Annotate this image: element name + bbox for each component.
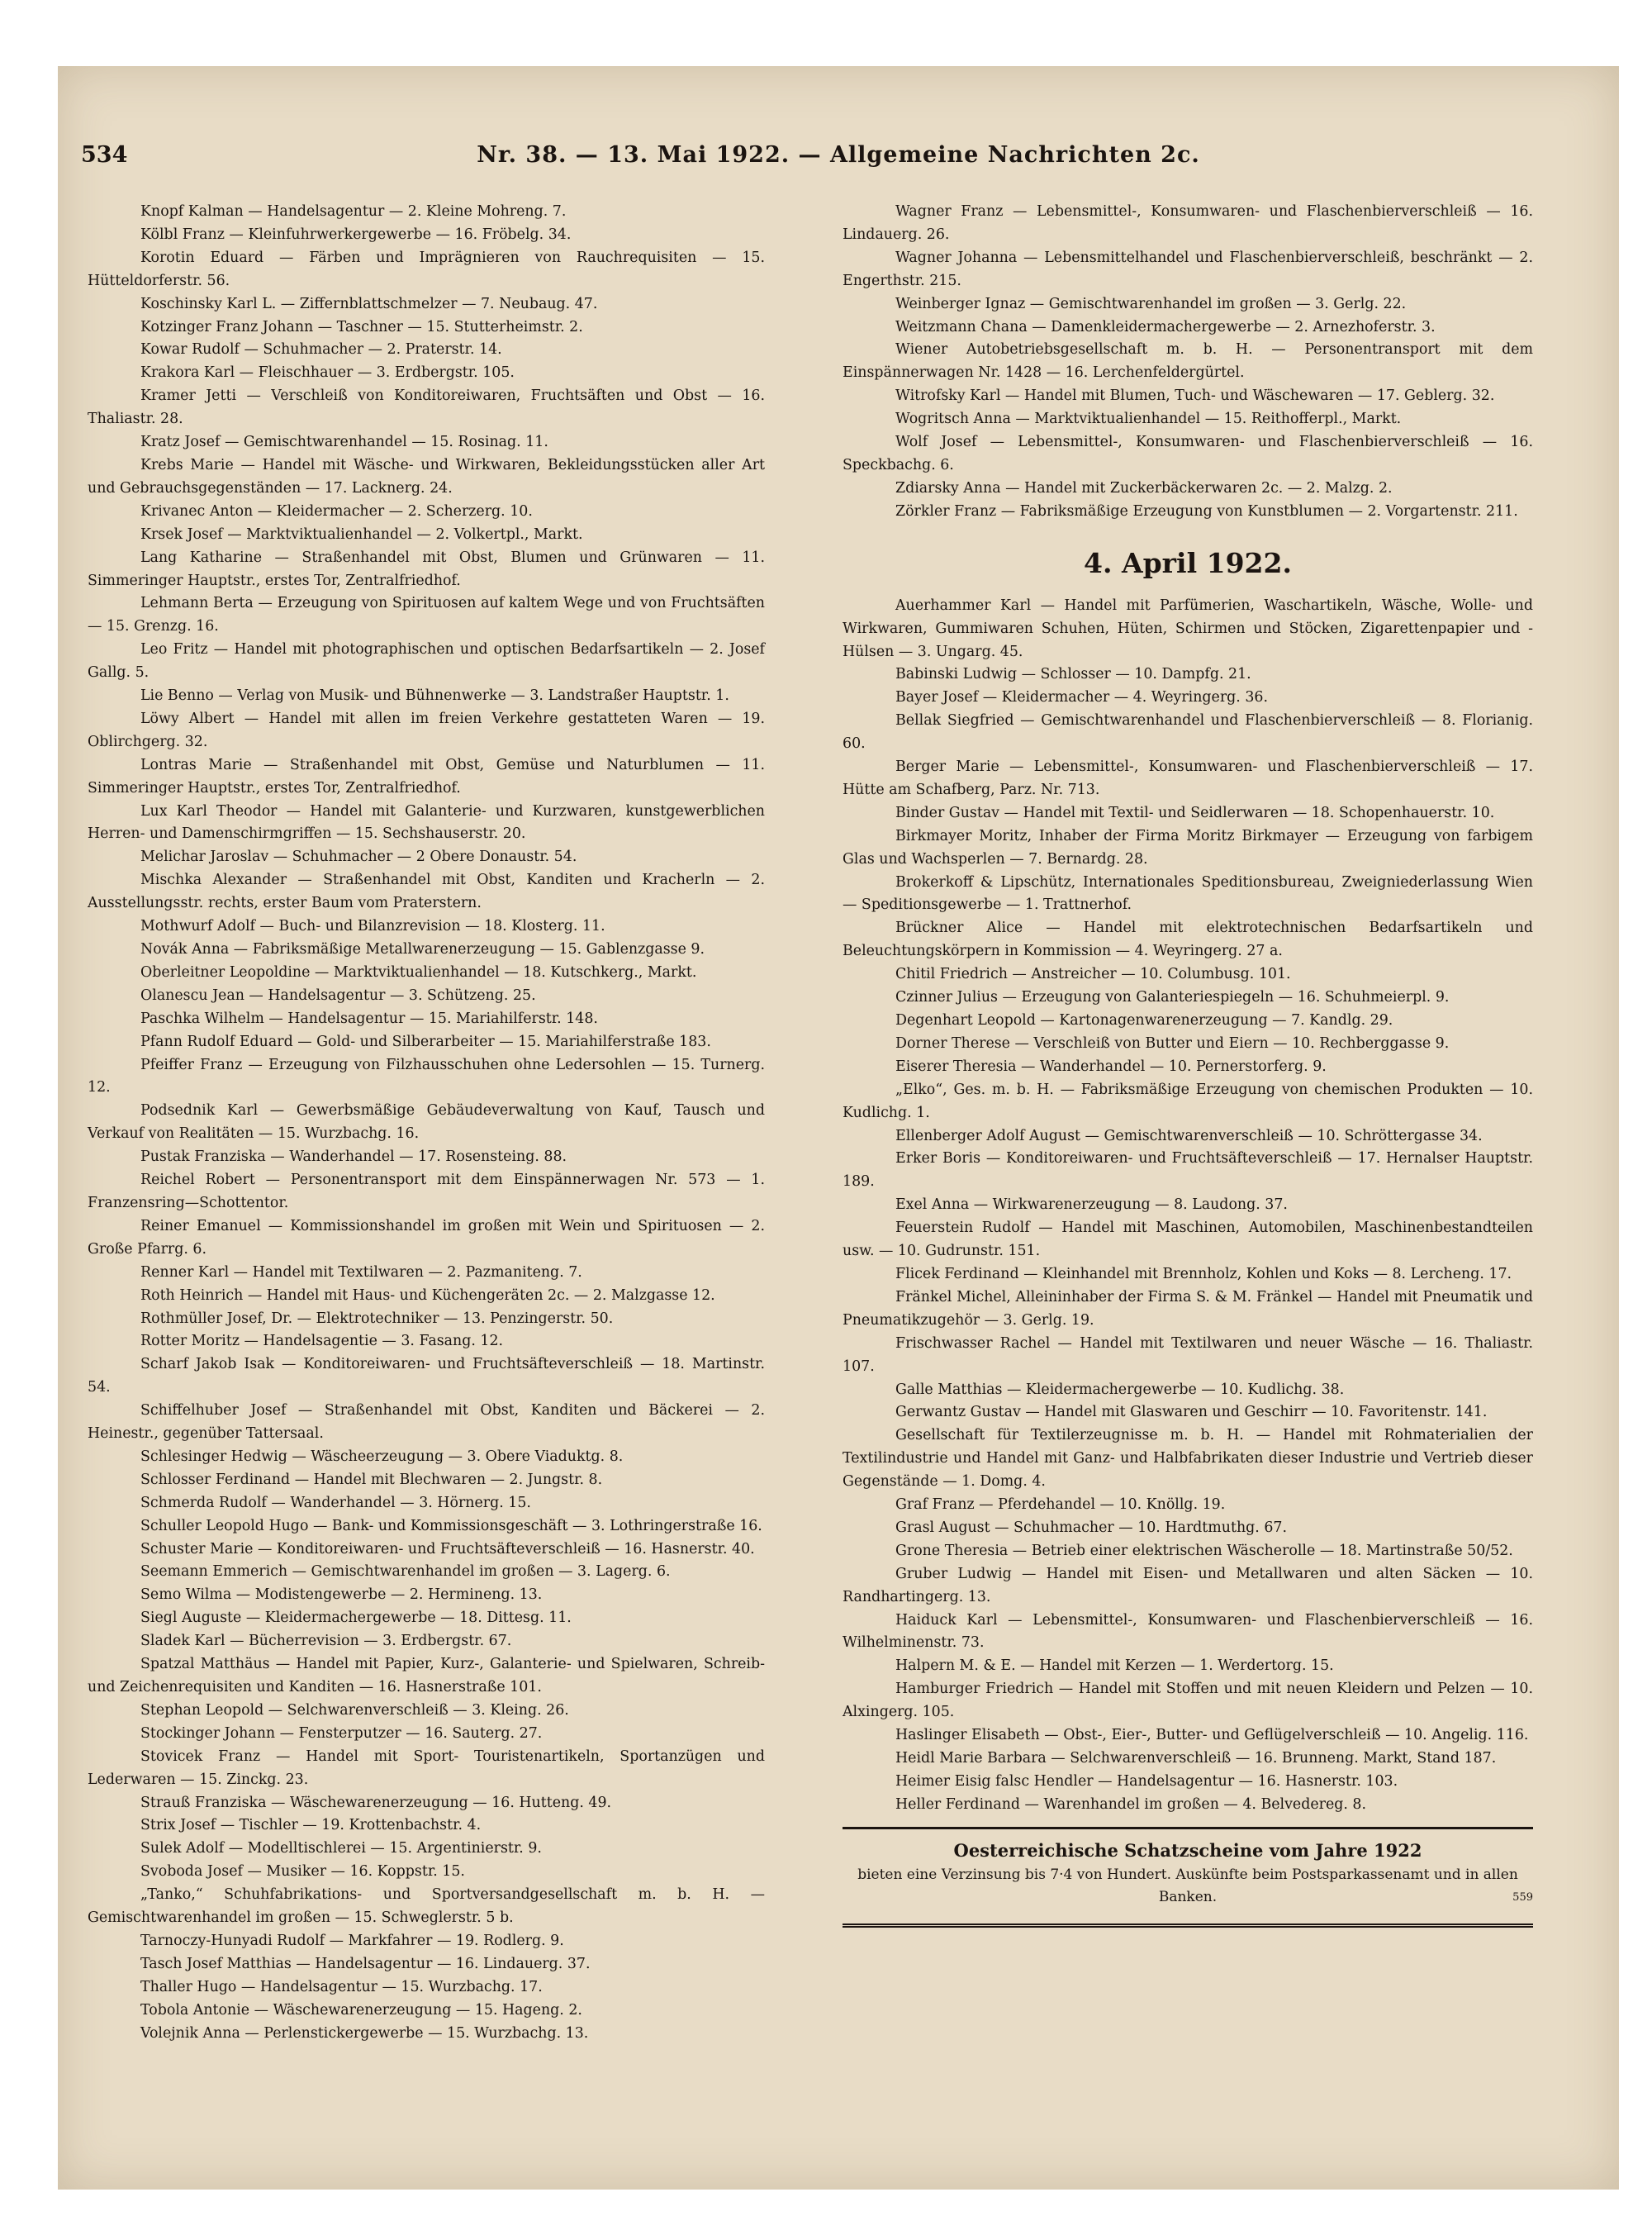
registry-entry: Stockinger Johann — Fensterputzer — 16. Sauterg. 27. (140, 1724, 543, 1742)
registry-entry: Eiserer Theresia — Wanderhandel — 10. Pernerstorferg. 9. (895, 1058, 1327, 1075)
registry-entry: Chitil Friedrich — Anstreicher — 10. Columbusg. 101. (895, 966, 1291, 983)
registry-entry: Stovicek Franz — Handel mit Sport- Touristenartikeln, Sportanzügen und Lederwaren — 15. Zinckg. 23. (88, 1748, 765, 1788)
registry-entry: Zdiarsky Anna — Handel mit Zuckerbäckerwaren 2c. — 2. Malzg. 2. (895, 479, 1393, 497)
registry-entry: Zörkler Franz — Fabriksmäßige Erzeugung von Kunstblumen — 2. Vorgartenstr. 211. (895, 502, 1518, 520)
registry-entry: Ellenberger Adolf August — Gemischtwarenverschleiß — 10. Schröttergasse 34. (895, 1127, 1483, 1144)
registry-entry: „Elko“, Ges. m. b. H. — Fabriksmäßige Erzeugung von chemischen Produkten — 10. Kudlichg. 1. (843, 1081, 1533, 1121)
registry-entry: Strauß Franziska — Wäschewarenerzeugung — 16. Hutteng. 49. (140, 1794, 612, 1811)
registry-entry: Krivanec Anton — Kleidermacher — 2. Scherzerg. 10. (140, 502, 533, 520)
registry-entry: Kowar Rudolf — Schuhmacher — 2. Praterstr. 14. (140, 341, 502, 359)
notice-code: 559 (1512, 1890, 1533, 1904)
registry-entry: Dorner Therese — Verschleiß von Butter und Eiern — 10. Rechberggasse 9. (895, 1034, 1450, 1052)
registry-entry: Paschka Wilhelm — Handelsagentur — 15. Mariahilferstr. 148. (140, 1010, 598, 1027)
registry-entry: Binder Gustav — Handel mit Textil- und Seidlerwaren — 18. Schopenhauerstr. 10. (895, 804, 1495, 821)
registry-entry: Schlesinger Hedwig — Wäscheerzeugung — 3. Obere Viaduktg. 8. (140, 1448, 624, 1465)
registry-entry: Leo Fritz — Handel mit photographischen und optischen Bedarfsartikeln — 2. Josef Gallg. 5. (88, 641, 765, 682)
registry-entry: Reiner Emanuel — Kommissionshandel im großen mit Wein und Spirituosen — 2. Große Pfarrg. 6. (88, 1217, 765, 1258)
registry-entry: Heidl Marie Barbara — Selchwarenverschleiß — 16. Brunneng. Markt, Stand 187. (895, 1750, 1497, 1767)
registry-entry: Wagner Franz — Lebensmittel-, Konsumwaren- und Flaschenbierverschleiß — 16. Lindauerg. 26. (843, 203, 1533, 243)
newspaper-page (58, 66, 1619, 2190)
registry-entry: Siegl Auguste — Kleidermachergewerbe — 18. Dittesg. 11. (140, 1610, 572, 1627)
registry-entry: Schmerda Rudolf — Wanderhandel — 3. Hörnerg. 15. (140, 1494, 531, 1511)
registry-entry: Bellak Siegfried — Gemischtwarenhandel und Flaschenbierverschleiß — 8. Florianig. 60. (843, 712, 1533, 753)
registry-entry: Knopf Kalman — Handelsagentur — 2. Kleine Mohreng. 7. (140, 203, 567, 220)
registry-entry: Grone Theresia — Betrieb einer elektrischen Wäscherolle — 18. Martinstraße 50/52. (895, 1542, 1513, 1559)
left-column (88, 201, 765, 2046)
page-number: 534 (81, 142, 128, 168)
registry-entry: Heimer Eisig falsc Hendler — Handelsagentur — 16. Hasnerstr. 103. (895, 1772, 1398, 1790)
registry-entry: Schuller Leopold Hugo — Bank- und Kommissionsgeschäft — 3. Lothringerstraße 16. (140, 1517, 762, 1534)
registry-entry: Tasch Josef Matthias — Handelsagentur — 16. Lindauerg. 37. (140, 1955, 591, 1972)
registry-entry: Melichar Jaroslav — Schuhmacher — 2 Obere Donaustr. 54. (140, 849, 577, 866)
registry-entry: Löwy Albert — Handel mit allen im freien Verkehre gestatteten Waren — 19. Oblirchgerg. 32. (88, 710, 765, 750)
registry-entry: Erker Boris — Konditoreiwaren- und Fruchtsäfteverschleiß — 17. Hernalser Hauptstr. 189. (843, 1150, 1533, 1191)
registry-entry: Gesellschaft für Textilerzeugnisse m. b. H. — Handel mit Rohmaterialien der Textilindustrie und Handel mit Ganz- und Halbfabrikaten dieser Industrie und Vertrieb dieser Gegenstände — 1. Domg. 4. (843, 1427, 1533, 1491)
registry-entry: Lux Karl Theodor — Handel mit Galanterie- und Kurzwaren, kunstgewerblichen Herren- und Damenschirmgriffen — 15. Sechshauserstr. 20. (88, 802, 765, 843)
registry-entry: Bayer Josef — Kleidermacher — 4. Weyringerg. 36. (895, 689, 1268, 706)
registry-entry: Scharf Jakob Isak — Konditoreiwaren- und Fruchtsäfteverschleiß — 18. Martinstr. 54. (88, 1356, 765, 1396)
registry-entry: Krakora Karl — Fleischhauer — 3. Erdbergstr. 105. (140, 364, 515, 382)
registry-entry: Sladek Karl — Bücherrevision — 3. Erdbergstr. 67. (140, 1633, 512, 1650)
registry-entry: Lontras Marie — Straßenhandel mit Obst, Gemüse und Naturblumen — 11. Simmeringer Hauptstr., erstes Tor, Zentralfriedhof. (88, 756, 765, 797)
registry-entry: Schiffelhuber Josef — Straßenhandel mit Obst, Kanditen und Bäckerei — 2. Heinestr., gegenüber Tattersaal. (88, 1402, 765, 1443)
registry-entry: Auerhammer Karl — Handel mit Parfümerien, Waschartikeln, Wäsche, Wolle- und Wirkwaren, Gummiwaren Schuhen, Hüten, Schirmen und Stöcken, Zigarettenpapier und -Hülsen — 3. Ungarg. 45. (843, 597, 1533, 660)
registry-entry: Witrofsky Karl — Handel mit Blumen, Tuch- und Wäschewaren — 17. Geblerg. 32. (895, 388, 1495, 405)
registry-entry: Rothmüller Josef, Dr. — Elektrotechniker — 13. Penzingerstr. 50. (140, 1310, 614, 1327)
registry-entry: Halpern M. & E. — Handel mit Kerzen — 1. Werdertorg. 15. (895, 1657, 1334, 1675)
registry-entry: Wolf Josef — Lebensmittel-, Konsumwaren- und Flaschenbierverschleiß — 16. Speckbachg. 6. (843, 434, 1533, 473)
registry-entry: Brokerkoff & Lipschütz, Internationales Speditionsbureau, Zweigniederlassung Wien — Speditionsgewerbe — 1. Trattnerhof. (843, 873, 1533, 914)
registry-entry: Weinberger Ignaz — Gemischtwarenhandel im großen — 3. Gerlg. 22. (895, 295, 1407, 312)
notice-text: bieten eine Verzinsung bis 7·4 von Hundert. Auskünfte beim Postsparkassenamt und in allen Banken. (857, 1866, 1518, 1905)
registry-entry: Novák Anna — Fabriksmäßige Metallwarenerzeugung — 15. Gablenzgasse 9. (140, 941, 705, 958)
registry-entry: Birkmayer Moritz, Inhaber der Firma Moritz Birkmayer — Erzeugung von farbigem Glas und Wachsperlen — 7. Bernardg. 28. (843, 827, 1533, 868)
registry-entry: Reichel Robert — Personentransport mit dem Einspännerwagen Nr. 573 — 1. Franzensring—Schottentor. (88, 1172, 765, 1211)
page-header (58, 142, 1619, 175)
registry-entry: Hamburger Friedrich — Handel mit Stoffen und mit neuen Kleidern und Pelzen — 10. Alxingerg. 105. (843, 1681, 1533, 1721)
registry-entry: Kölbl Franz — Kleinfuhrwerkergewerbe — 16. Fröbelg. 34. (140, 226, 572, 243)
notice-divider-top (843, 1827, 1533, 1829)
date-heading: 4. April 1922. (1084, 546, 1292, 579)
registry-entry: Podsednik Karl — Gewerbsmäßige Gebäudeverwaltung von Kauf, Tausch und Verkauf von Realitäten — 15. Wurzbachg. 16. (88, 1102, 765, 1143)
registry-entry: Pfeiffer Franz — Erzeugung von Filzhausschuhen ohne Ledersohlen — 15. Turnerg. 12. (88, 1056, 765, 1096)
registry-entry: Mothwurf Adolf — Buch- und Bilanzrevision — 18. Klosterg. 11. (140, 918, 605, 935)
registry-entry: „Tanko,“ Schuhfabrikations- und Sportversandgesellschaft m. b. H. — Gemischtwarenhandel im großen — 15. Schweglerstr. 5 b. (88, 1886, 765, 1927)
registry-entry: Strix Josef — Tischler — 19. Krottenbachstr. 4. (140, 1817, 482, 1834)
registry-entry: Spatzal Matthäus — Handel mit Papier, Kurz-, Galanterie- und Spielwaren, Schreib- und Zeichenrequisiten und Kanditen — 16. Hasnerstraße 101. (88, 1656, 765, 1695)
registry-entry: Lang Katharine — Straßenhandel mit Obst, Blumen und Grünwaren — 11. Simmeringer Hauptstr., erstes Tor, Zentralfriedhof. (88, 549, 765, 589)
registry-entry: Heller Ferdinand — Warenhandel im großen — 4. Belvedereg. 8. (895, 1795, 1367, 1813)
registry-entry: Czinner Julius — Erzeugung von Galanteriespiegeln — 16. Schuhmeierpl. 9. (895, 989, 1450, 1006)
registry-entry: Galle Matthias — Kleidermachergewerbe — 10. Kudlichg. 38. (895, 1381, 1345, 1398)
registry-entry: Flicek Ferdinand — Kleinhandel mit Brennholz, Kohlen und Koks — 8. Lercheng. 17. (895, 1265, 1512, 1282)
registry-entry: Wagner Johanna — Lebensmittelhandel und Flaschenbierverschleiß, beschränkt — 2. Engerthstr. 215. (843, 249, 1533, 289)
notice-body (843, 1864, 1533, 1909)
registry-entry: Svoboda Josef — Musiker — 16. Koppstr. 15. (140, 1863, 465, 1881)
registry-entry: Kotzinger Franz Johann — Taschner — 15. Stutterheimstr. 2. (140, 318, 583, 335)
registry-entry: Rotter Moritz — Handelsagentie — 3. Fasang. 12. (140, 1333, 504, 1350)
registry-entry: Krebs Marie — Handel mit Wäsche- und Wirkwaren, Bekleidungsstücken aller Art und Gebrauchsgegenständen — 17. Lacknerg. 24. (88, 456, 765, 497)
registry-entry: Pfann Rudolf Eduard — Gold- und Silberarbeiter — 15. Mariahilferstraße 183. (140, 1033, 711, 1050)
registry-entry: Grasl August — Schuhmacher — 10. Hardtmuthg. 67. (895, 1519, 1288, 1536)
registry-entry: Mischka Alexander — Straßenhandel mit Obst, Kanditen und Kracherln — 2. Ausstellungsstr. rechts, erster Baum vom Praterstern. (88, 872, 765, 912)
registry-entry: Kramer Jetti — Verschleiß von Konditoreiwaren, Fruchtsäften und Obst — 16. Thaliastr. 28. (88, 388, 765, 428)
registry-entry: Brückner Alice — Handel mit elektrotechnischen Bedarfsartikeln und Beleuchtungskörpern in Kommission — 4. Weyringerg. 27 a. (843, 920, 1533, 960)
registry-entry: Olanescu Jean — Handelsagentur — 3. Schützeng. 25. (140, 987, 536, 1004)
registry-entry: Graf Franz — Pferdehandel — 10. Knöllg. 19. (895, 1496, 1226, 1514)
notice-divider-bottom (843, 1924, 1533, 1928)
registry-entry: Seemann Emmerich — Gemischtwarenhandel im großen — 3. Lagerg. 6. (140, 1563, 671, 1581)
registry-entry: Tarnoczy-Hunyadi Rudolf — Markfahrer — 19. Rodlerg. 9. (140, 1932, 564, 1949)
page-title: Nr. 38. — 13. Mai 1922. — Allgemeine Nachrichten 2c. (477, 142, 1200, 168)
registry-entry: Wogritsch Anna — Marktviktualienhandel — 15. Reithofferpl., Markt. (895, 411, 1402, 428)
registry-entry: Sulek Adolf — Modelltischlerei — 15. Argentinierstr. 9. (140, 1840, 542, 1857)
registry-entry: Lehmann Berta — Erzeugung von Spirituosen auf kaltem Wege und von Fruchtsäften — 15. Grenzg. 16. (88, 595, 765, 635)
registry-entry: Kratz Josef — Gemischtwarenhandel — 15. Rosinag. 11. (140, 434, 548, 451)
registry-entry: Gerwantz Gustav — Handel mit Glaswaren und Geschirr — 10. Favoritenstr. 141. (895, 1404, 1488, 1421)
registry-entry: Stephan Leopold — Selchwarenverschleiß — 3. Kleing. 26. (140, 1701, 569, 1719)
registry-entry: Weitzmann Chana — Damenkleidermachergewerbe — 2. Arnezhoferstr. 3. (895, 318, 1436, 335)
registry-entry: Oberleitner Leopoldine — Marktviktualienhandel — 18. Kutschkerg., Markt. (140, 963, 697, 981)
registry-entry: Roth Heinrich — Handel mit Haus- und Küchengeräten 2c. — 2. Malzgasse 12. (140, 1286, 715, 1304)
registry-entry: Schlosser Ferdinand — Handel mit Blechwaren — 2. Jungstr. 8. (140, 1471, 603, 1488)
registry-entry: Renner Karl — Handel mit Textilwaren — 2. Pazmanitеng. 7. (140, 1263, 582, 1281)
right-column-entries-top (843, 201, 1533, 524)
registry-entry: Wiener Autobetriebsgesellschaft m. b. H. — Personentransport mit dem Einspännerwagen Nr. 1428 — 16. Lerchenfeldergürtel. (843, 341, 1533, 382)
registry-entry: Haiduck Karl — Lebensmittel-, Konsumwaren- und Flaschenbierverschleiß — 16. Wilhelminenstr. 73. (843, 1611, 1533, 1652)
registry-entry: Gruber Ludwig — Handel mit Eisen- und Metallwaren und alten Säcken — 10. Randhartingerg. 13. (843, 1565, 1533, 1605)
registry-entry: Semo Wilma — Modistengewerbe — 2. Hermineng. 13. (140, 1586, 543, 1604)
registry-entry: Berger Marie — Lebensmittel-, Konsumwaren- und Flaschenbierverschleiß — 17. Hütte am Schafberg, Parz. Nr. 713. (843, 758, 1533, 798)
registry-entry: Feuerstein Rudolf — Handel mit Maschinen, Automobilen, Maschinenbestandteilen usw. — 10. Gudrunstr. 151. (843, 1220, 1533, 1260)
registry-entry: Krsek Josef — Marktviktualienhandel — 2. Volkertpl., Markt. (140, 525, 583, 543)
notice-title: Oesterreichische Schatzscheine vom Jahre 1922 (953, 1839, 1422, 1861)
registry-entry: Fränkel Michel, Alleininhaber der Firma S. & M. Fränkel — Handel mit Pneumatik und Pneumatikzugehör — 3. Gerlg. 19. (843, 1288, 1533, 1329)
registry-entry: Korotin Eduard — Färben und Imprägnieren von Rauchrequisiten — 15. Hütteldorferstr. 56. (88, 249, 765, 289)
registry-entry: Schuster Marie — Konditoreiwaren- und Fruchtsäfteverschleiß — 16. Hasnerstr. 40. (140, 1540, 755, 1557)
registry-entry: Thaller Hugo — Handelsagentur — 15. Wurzbachg. 17. (140, 1978, 543, 1995)
registry-entry: Pustak Franziska — Wanderhandel — 17. Rosensteing. 88. (140, 1148, 567, 1166)
registry-entry: Volejnik Anna — Perlenstickergewerbe — 15. Wurzbachg. 13. (140, 2024, 589, 2042)
right-column (843, 201, 1533, 1936)
registry-entry: Degenhart Leopold — Kartonagenwarenerzeugung — 7. Kandlg. 29. (895, 1012, 1393, 1029)
registry-entry: Exel Anna — Wirkwarenerzeugung — 8. Laudong. 37. (895, 1196, 1288, 1214)
registry-entry: Koschinsky Karl L. — Ziffernblattschmelzer — 7. Neubaug. 47. (140, 295, 598, 312)
registry-entry: Babinski Ludwig — Schlosser — 10. Dampfg. 21. (895, 666, 1251, 683)
registry-entry: Lie Benno — Verlag von Musik- und Bühnenwerke — 3. Landstraßer Hauptstr. 1. (140, 687, 729, 705)
registry-entry: Frischwasser Rachel — Handel mit Textilwaren und neuer Wäsche — 16. Thaliastr. 107. (843, 1334, 1533, 1375)
registry-entry: Haslinger Elisabeth — Obst-, Eier-, Butter- und Geflügelverschleiß — 10. Angelig. 116. (895, 1727, 1529, 1744)
right-column-entries-bottom (843, 595, 1533, 1817)
registry-entry: Tobola Antonie — Wäschewarenerzeugung — 15. Hageng. 2. (140, 2001, 582, 2019)
